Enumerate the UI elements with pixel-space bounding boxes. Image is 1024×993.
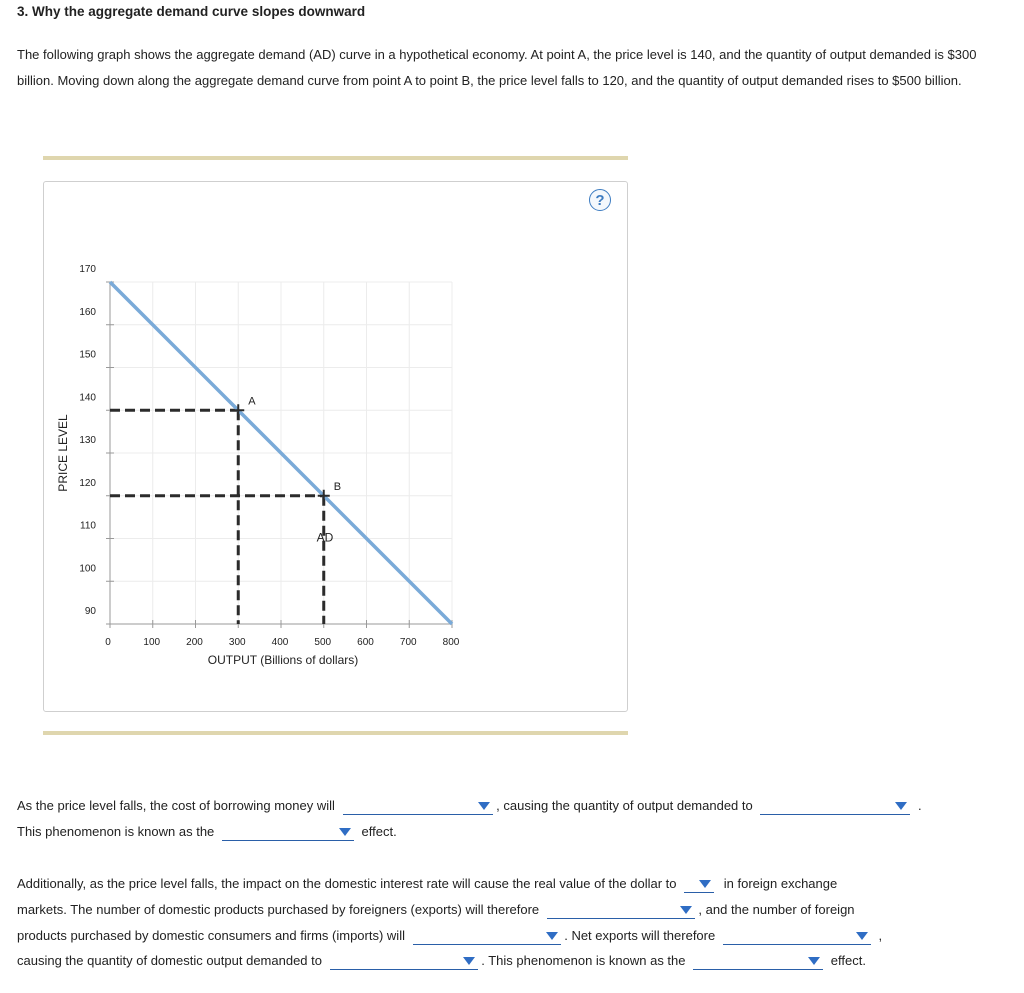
chevron-down-icon: [680, 906, 692, 914]
imports-dropdown[interactable]: [413, 927, 561, 945]
p2-line3: [17, 927, 882, 945]
y-tick-label: 90: [84, 606, 96, 617]
bottom-divider: [43, 731, 628, 735]
y-tick-label: 120: [79, 477, 96, 489]
x-tick-label: 400: [271, 637, 289, 648]
p1-text-4: This phenomenon is known as the: [17, 824, 215, 839]
chevron-down-icon: [895, 802, 907, 810]
x-tick-label: 300: [228, 637, 246, 648]
y-tick-label: 170: [79, 264, 96, 275]
p2-line1: [17, 875, 837, 893]
y-tick-label: 110: [80, 520, 96, 532]
chevron-down-icon: [856, 932, 868, 940]
question-intro: The following graph shows the aggregate demand (AD) curve in a hypothetical economy. At point A, the price level is 140, and the quantity of output demanded is $300 billion. Moving down along the aggregate demand curve from point A to point B, the price level falls to 120, and the quantity of output demanded rises to $500 billion.: [17, 47, 977, 88]
quantity-demanded-dropdown[interactable]: [760, 797, 910, 815]
p2-text-1: Additionally, as the price level falls, the impact on the domestic interest rate will cause the real value of the dollar to: [17, 876, 677, 891]
chevron-down-icon: [808, 957, 820, 965]
p1-line1: [17, 797, 922, 815]
effect2-dropdown[interactable]: [693, 952, 823, 970]
question-title: 3. Why the aggregate demand curve slopes downward: [17, 4, 366, 19]
x-axis-title: OUTPUT (Billions of dollars): [207, 653, 359, 667]
chevron-down-icon: [478, 802, 490, 810]
p1-text-3: .: [918, 798, 922, 813]
p2-line4: [17, 952, 866, 970]
point-label-B: B: [333, 480, 342, 493]
x-tick-label: 100: [143, 637, 161, 648]
p2-text-6: . Net exports will therefore: [564, 928, 716, 943]
net-exports-dropdown[interactable]: [723, 927, 871, 945]
dollar-value-dropdown[interactable]: [684, 875, 714, 893]
p2-text-5: products purchased by domestic consumers and firms (imports) will: [17, 928, 405, 943]
chevron-down-icon: [546, 932, 558, 940]
x-tick-label: 700: [399, 637, 417, 648]
p2-line2: [17, 901, 855, 919]
exports-dropdown[interactable]: [547, 901, 695, 919]
p2-text-8: causing the quantity of domestic output demanded to: [17, 953, 322, 968]
p2-text-7: ,: [878, 928, 883, 943]
x-tick-label: 500: [314, 637, 332, 648]
p2-text-2: in foreign exchange: [723, 876, 838, 891]
y-axis-title: PRICE LEVEL: [56, 414, 70, 492]
p1-text-5: effect.: [361, 824, 397, 839]
chevron-down-icon: [463, 957, 475, 965]
x-tick-label: 200: [186, 637, 203, 648]
output-demanded-dropdown[interactable]: [330, 952, 478, 970]
p2-text-4: , and the number of foreign: [698, 902, 855, 917]
effect-dropdown[interactable]: [222, 823, 354, 841]
borrowing-cost-dropdown[interactable]: [343, 797, 493, 815]
p2-text-3: markets. The number of domestic products purchased by foreigners (exports) will therefore: [17, 902, 540, 917]
p2-text-10: effect.: [830, 953, 866, 968]
point-label-A: A: [248, 395, 256, 408]
y-tick-label: 150: [79, 349, 96, 361]
y-tick-label: 160: [79, 306, 96, 318]
chevron-down-icon: [339, 828, 351, 836]
p1-text-2: , causing the quantity of output demanded to: [496, 798, 753, 813]
help-button[interactable]: ?: [589, 189, 611, 211]
p1-line2: [17, 823, 397, 841]
ad-curve-label: AD: [316, 530, 334, 545]
x-tick-label: 0: [105, 637, 111, 648]
x-tick-label: 800: [442, 637, 460, 648]
chevron-down-icon: [699, 880, 711, 888]
p2-text-9: . This phenomenon is known as the: [481, 953, 686, 968]
y-tick-label: 130: [79, 435, 96, 446]
x-tick-label: 600: [357, 637, 374, 648]
y-tick-label: 100: [79, 563, 96, 575]
y-tick-label: 140: [79, 392, 96, 404]
p1-text-1: As the price level falls, the cost of borrowing money will: [17, 798, 335, 813]
